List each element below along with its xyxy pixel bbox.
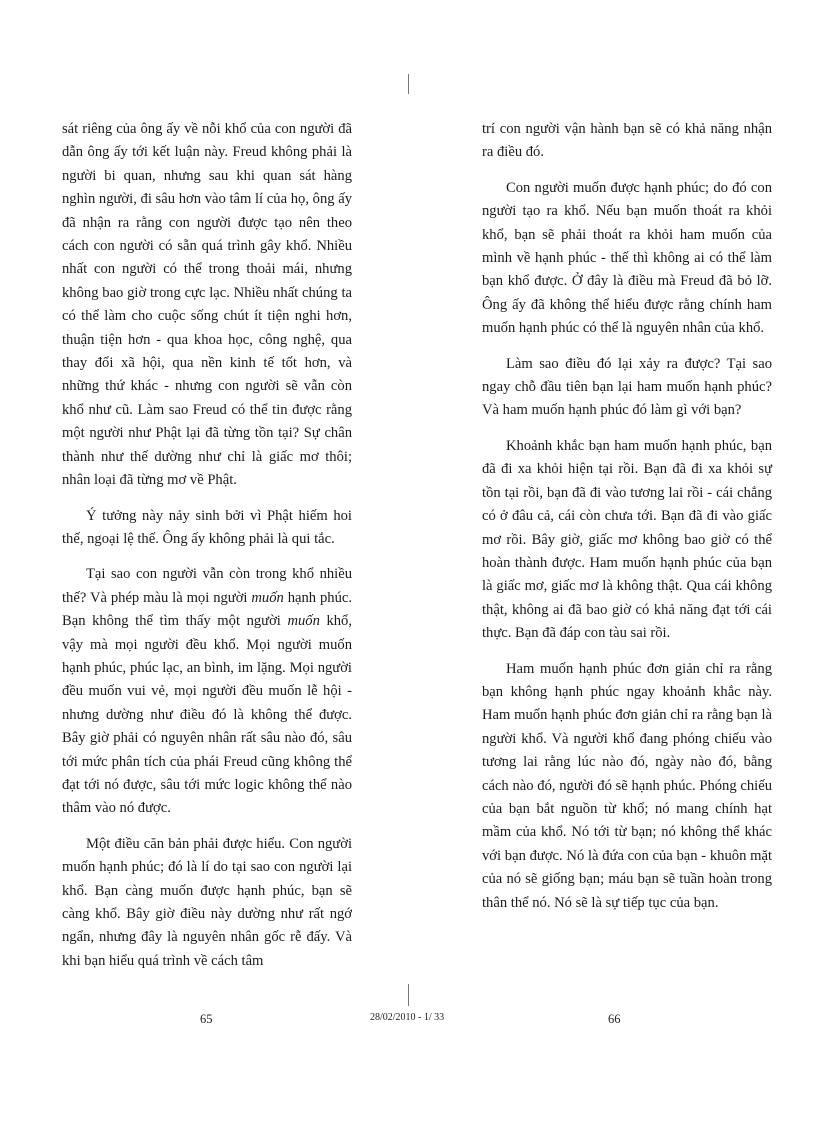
left-paragraph-2: Ý tưởng này nảy sinh bởi vì Phật hiếm hoi thế, ngoại lệ thế. Ông ấy không phải là qui tắc. [62, 507, 352, 547]
emphasis-muon-2: muốn [287, 613, 320, 630]
right-column [482, 118, 772, 927]
left-paragraph-4: Một điều căn bản phải được hiểu. Con người muốn hạnh phúc; đó là lí do tại sao con người lại khổ. Bạn càng muốn được hạnh phúc, bạn sẽ càng khổ. Bây giờ điều này dường như rất ngớ ngẩn, nhưng đây là nguyên nhân gốc rễ đấy. Và khi bạn hiểu quá trình về cách tâm [62, 835, 352, 969]
left-paragraph-3-part-2: hạnh phúc. Bạn không thể tìm thấy một người [62, 589, 352, 630]
page-number-right: 66 [608, 1012, 621, 1026]
footer-date-page: 28/02/2010 - 1/ 33 [370, 1012, 445, 1023]
left-paragraph-1: sát riêng của ông ấy về nỗi khổ của con người đã dẫn ông ấy tới kết luận này. Freud không phải là người bi quan, nhưng sau khi quan sát hàng nghìn người, đi sâu hơn vào tâm lí của họ, ông ấy đã nhận ra rằng con người được tạo nên theo cách con người có sẵn quá trình gây khổ. Nhiều nhất con người có thể trong thoải mái, nhưng không bao giờ trong cực lạc. Nhiều nhất chúng ta có thể làm cho cuộc sống chút ít tiện nghi hơn, thuận tiện hơn - qua khoa học, công nghệ, qua thay đổi xã hội, qua nền kinh tế tốt hơn, và những thứ khác - nhưng con người sẽ vẫn còn khổ như cũ. Làm sao Freud có thể tin được rằng một người như Phật lại đã từng tồn tại? Sự chân thành như thế dường như chỉ là giấc mơ thôi; nhân loại đã từng mơ về Phật. [62, 121, 352, 489]
left-column [62, 118, 352, 985]
right-paragraph-2: Con người muốn được hạnh phúc; do đó con người tạo ra khổ. Nếu bạn muốn thoát ra khỏi khổ, bạn sẽ phải thoát ra khỏi ham muốn của mình về hạnh phúc - thế thì không ai có thể làm bạn khổ được. Ở đây là điều mà Freud đã bỏ lỡ. Ông ấy đã không thể hiểu được rằng chính ham muốn hạnh phúc có thể là nguyên nhân của khổ. [482, 179, 772, 337]
right-paragraph-5: Ham muốn hạnh phúc đơn giản chỉ ra rằng bạn không hạnh phúc ngay khoảnh khắc này. Ham muốn hạnh phúc đơn giản chỉ ra rằng bạn là người khổ. Và người khổ đang phóng chiếu vào tương lai rằng lúc nào đó, ngày nào đó, bằng cách nào đó, người đó sẽ hạnh phúc. Phóng chiếu của bạn bắt nguồn từ khổ; nó mang chính hạt mầm của khổ. Nó tới từ bạn; nó không thể khác với bạn được. Nó là đứa con của bạn - khuôn mặt của nó sẽ giống bạn; máu bạn sẽ tuần hoàn trong thân thể nó. Nó sẽ là sự tiếp tục của bạn. [482, 660, 772, 911]
emphasis-muon-1: muốn [251, 589, 284, 606]
page-number-left: 65 [200, 1012, 213, 1026]
left-paragraph-3-part-3: khổ, vậy mà mọi người đều khổ. Mọi người muốn hạnh phúc, phúc lạc, an bình, im lặng. Mọi người đều muốn vui vẻ, mọi người đều muốn lễ hội - nhưng dường như điều đó là không thể được. Bây giờ phải có nguyên nhân rất sâu nào đó, sâu tới mức phân tích của phái Freud cũng không thể đạt tới nó được, sâu tới mức logic không thể nào thâm vào nó được. [62, 613, 352, 817]
right-paragraph-3: Làm sao điều đó lại xảy ra được? Tại sao ngay chỗ đầu tiên bạn lại ham muốn hạnh phúc? Và ham muốn hạnh phúc đó làm gì với bạn? [482, 355, 772, 419]
left-paragraph-3 [62, 563, 352, 820]
top-center-divider [408, 74, 409, 94]
bottom-center-divider [408, 984, 409, 1006]
left-paragraph-3-part-1: Tại sao con người vẫn còn trong khổ nhiều thế? Và phép màu là mọi người [62, 566, 352, 606]
right-paragraph-4: Khoảnh khắc bạn ham muốn hạnh phúc, bạn đã đi xa khỏi hiện tại rồi. Bạn đã đi xa khỏi sự tồn tại rồi, bạn đã đi vào tương lai rồi - cái chẳng có ở đâu cả, cái còn chưa tới. Bạn đã đi vào giấc mơ rồi. Bây giờ, giấc mơ không bao giờ có thể hoàn thành được. Ham muốn hạnh phúc của bạn là giấc mơ, giấc mơ là không thật. Qua cái không thật, không ai đã bao giờ có khả năng đạt tới cái thực. Bạn đã đáp con tàu sai rồi. [482, 437, 772, 642]
right-paragraph-1: trí con người vận hành bạn sẽ có khả năng nhận ra điều đó. [482, 121, 772, 161]
